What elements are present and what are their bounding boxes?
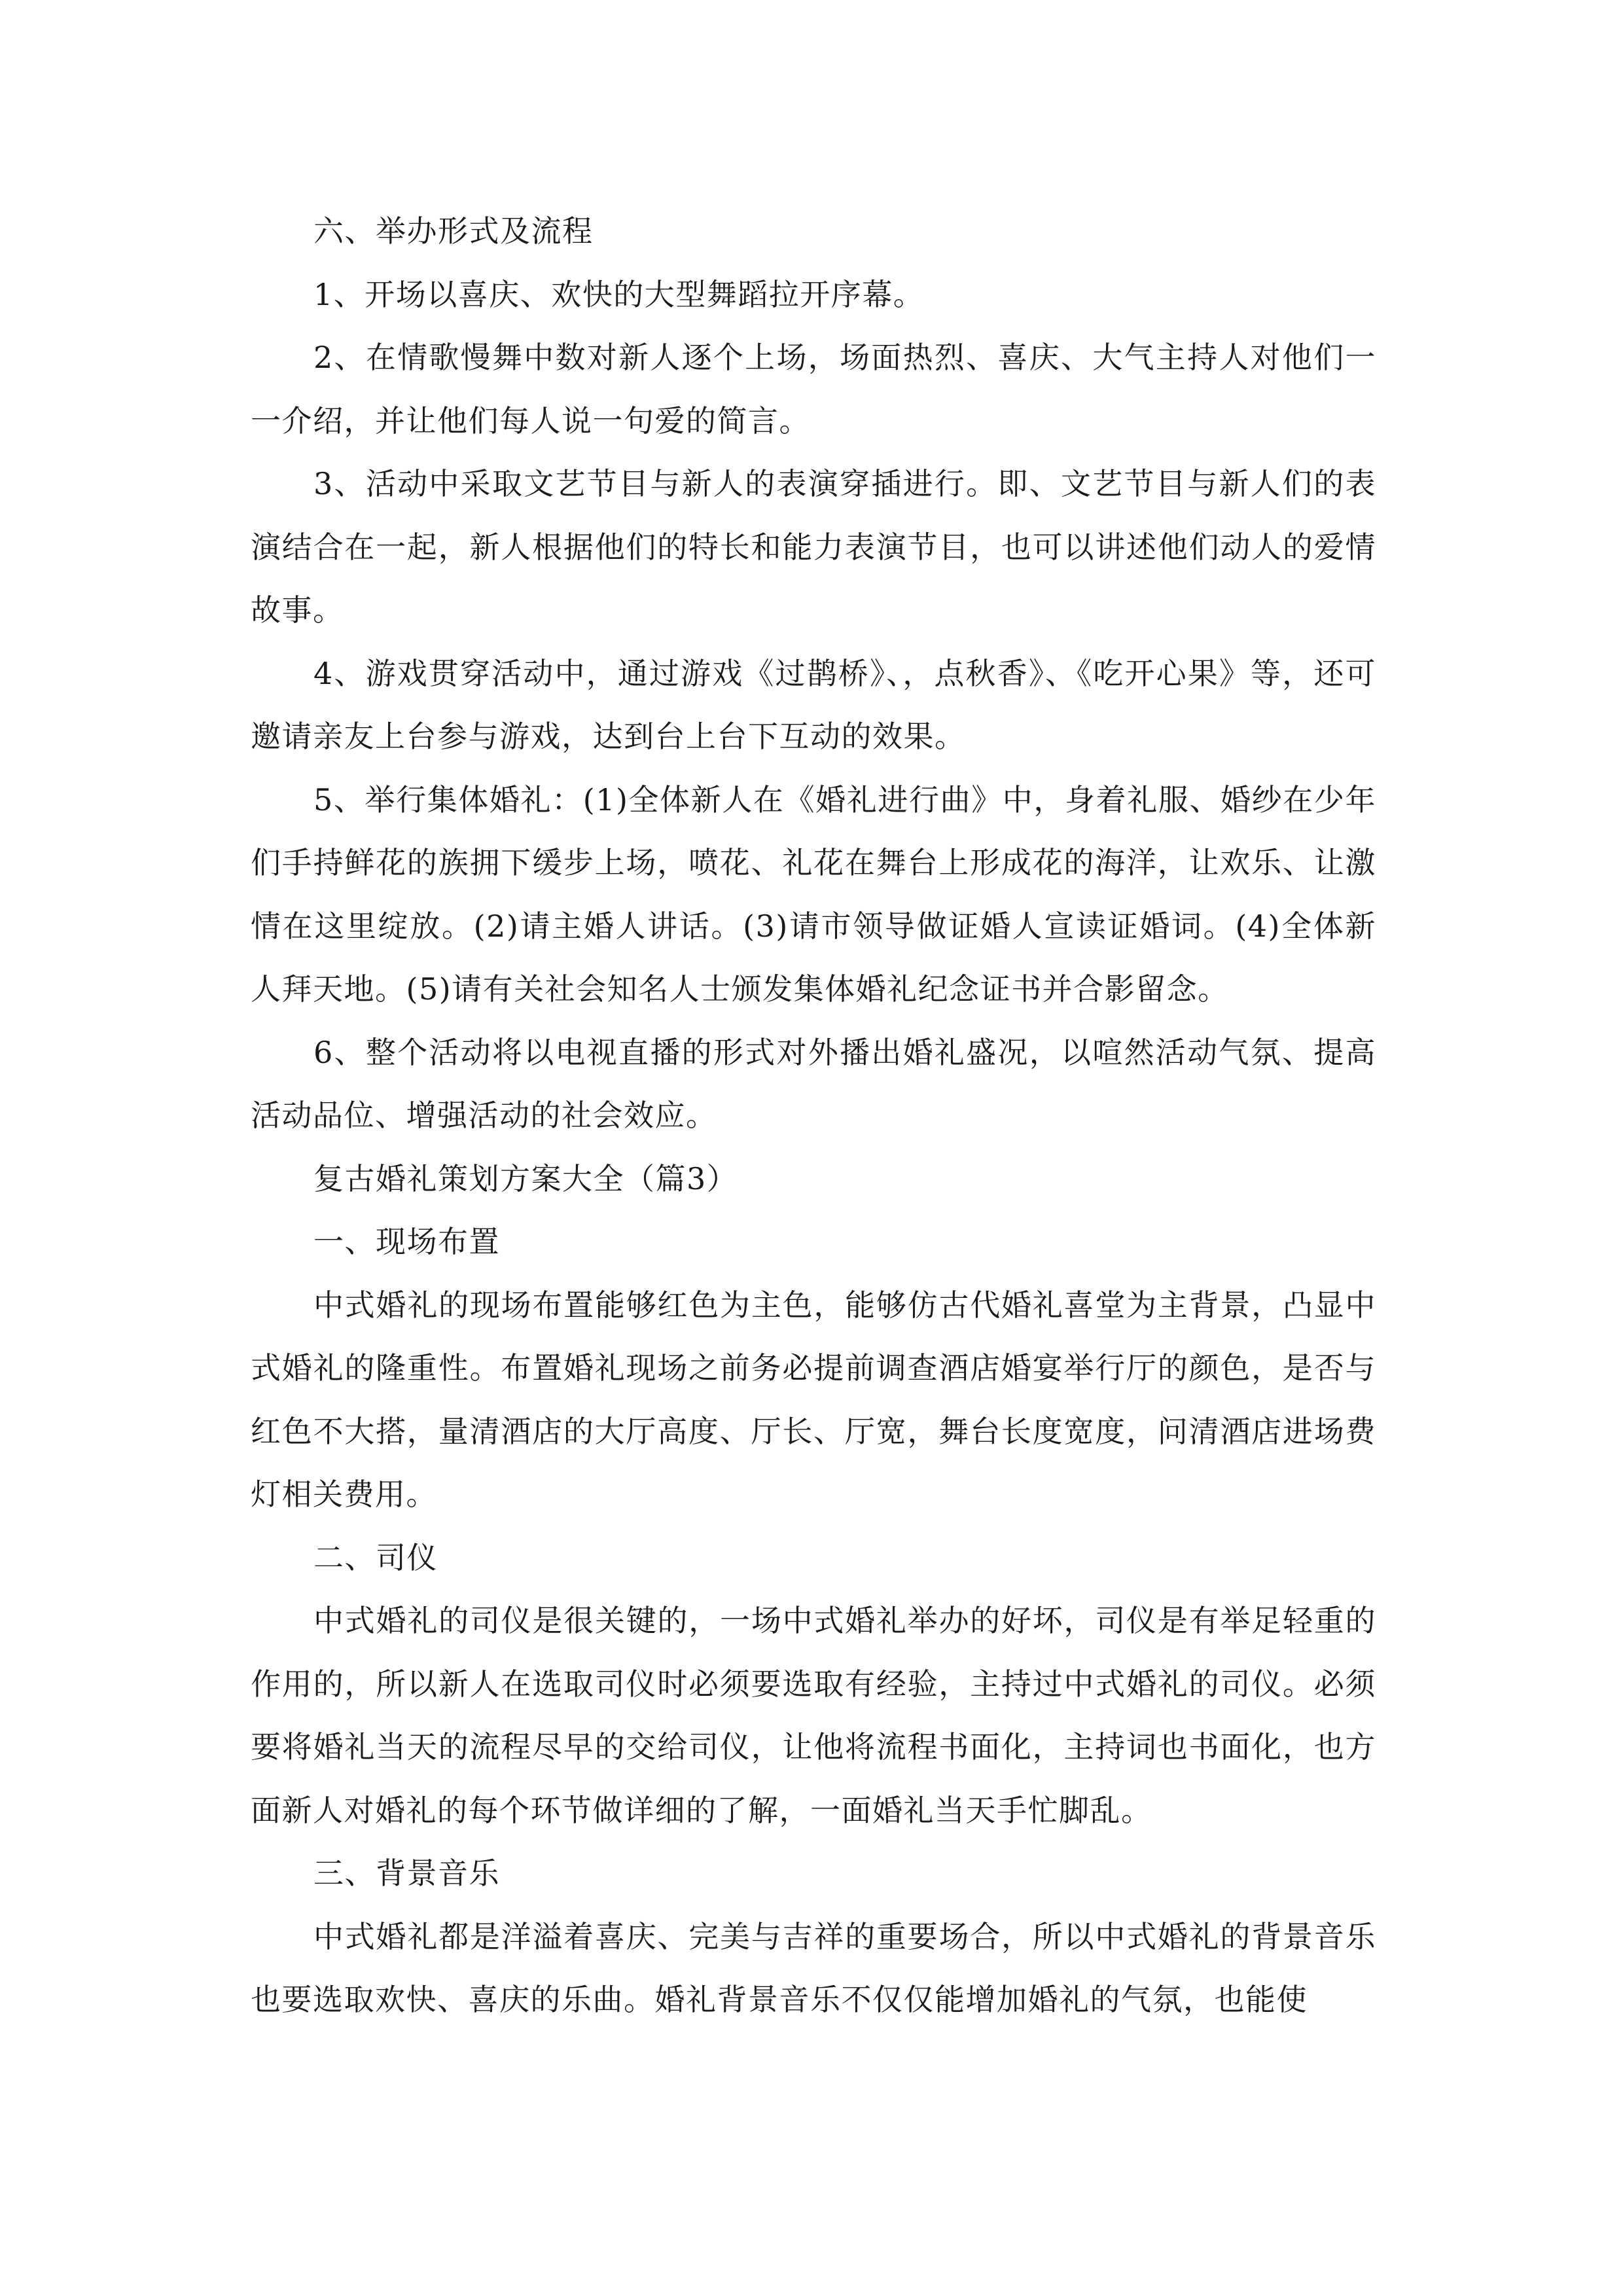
paragraph-background-music: 中式婚礼都是洋溢着喜庆、完美与吉祥的重要场合，所以中式婚礼的背景音乐也要选取欢快、喜庆的乐曲。婚礼背景音乐不仅仅能增加婚礼的气氛，也能使 xyxy=(251,1918,1376,2017)
section-heading-emcee: 二、司仪 xyxy=(313,1539,438,1575)
section-heading-venue-decoration: 一、现场布置 xyxy=(313,1224,500,1259)
paragraph-tv-broadcast: 6、整个活动将以电视直播的形式对外播出婚礼盛况，以喧然活动气氛、提高活动品位、增强活动的社会效应。 xyxy=(251,1034,1376,1133)
paragraph-venue-decoration: 中式婚礼的现场布置能够红色为主色，能够仿古代婚礼喜堂为主背景，凸显中式婚礼的隆重性。布置婚礼现场之前务必提前调查酒店婚宴举行厅的颜色，是否与红色不大搭，量清酒店的大厅高度、厅长、厅宽，舞台长度宽度，问清酒店进场费灯相关费用。 xyxy=(251,1287,1376,1512)
section-heading-format-and-process: 六、举办形式及流程 xyxy=(313,213,594,249)
paragraph-opening: 1、开场以喜庆、欢快的大型舞蹈拉开序幕。 xyxy=(313,276,925,312)
document-body xyxy=(251,200,1376,2032)
paragraph-games: 4、游戏贯穿活动中，通过游戏《过鹊桥》、，点秋香》、《吃开心果》等，还可邀请亲友上台参与游戏，达到台上台下互动的效果。 xyxy=(251,655,1376,754)
paragraph-performances: 3、活动中采取文艺节目与新人的表演穿插进行。即、文艺节目与新人们的表演结合在一起，新人根据他们的特长和能力表演节目，也可以讲述他们动人的爱情故事。 xyxy=(251,466,1376,628)
paragraph-group-wedding: 5、举行集体婚礼：(1)全体新人在《婚礼进行曲》中，身着礼服、婚纱在少年们手持鲜花的族拥下缓步上场，喷花、礼花在舞台上形成花的海洋，让欢乐、让激情在这里绽放。(2)请主婚人讲话。(3)请市领导做证婚人宣读证婚词。(4)全体新人拜天地。(5)请有关社会知名人士颁发集体婚礼纪念证书并合影留念。 xyxy=(251,781,1376,1007)
article-title-part-3: 复古婚礼策划方案大全（篇3） xyxy=(313,1160,738,1196)
section-heading-background-music: 三、背景音乐 xyxy=(313,1856,500,1891)
paragraph-couples-entrance: 2、在情歌慢舞中数对新人逐个上场，场面热烈、喜庆、大气主持人对他们一一介绍，并让他们每人说一句爱的简言。 xyxy=(251,340,1376,439)
paragraph-emcee: 中式婚礼的司仪是很关键的，一场中式婚礼举办的好坏，司仪是有举足轻重的作用的，所以新人在选取司仪时必须要选取有经验，主持过中式婚礼的司仪。必须要将婚礼当天的流程尽早的交给司仪，让他将流程书面化，主持词也书面化，也方面新人对婚礼的每个环节做详细的了解，一面婚礼当天手忙脚乱。 xyxy=(251,1603,1376,1828)
